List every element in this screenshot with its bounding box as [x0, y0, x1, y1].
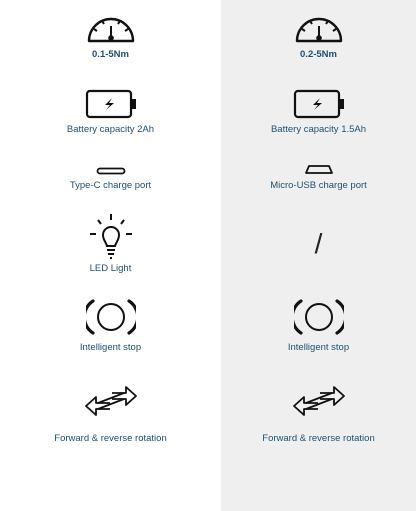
torque-label: 0.1-5Nm	[92, 49, 129, 60]
rotation-label: Forward & reverse rotation	[54, 433, 167, 444]
light-bulb-icon	[87, 213, 135, 261]
port-label: Micro-USB charge port	[270, 180, 367, 191]
light-label: LED Light	[89, 263, 132, 274]
rotation-feature	[0, 375, 221, 455]
stop-label: Intelligent stop	[79, 342, 142, 353]
not-available-slash: /	[314, 228, 323, 259]
port-label: Type-C charge port	[69, 180, 152, 191]
stop-label: Intelligent stop	[287, 342, 350, 353]
gauge-icon	[85, 12, 137, 44]
light-feature	[221, 210, 416, 280]
micro-usb-port-icon	[304, 164, 334, 175]
battery-feature	[0, 80, 221, 140]
torque-feature	[0, 0, 221, 70]
rotation-feature	[221, 375, 416, 455]
port-feature	[221, 160, 416, 200]
rotation-arrows-icon	[292, 380, 346, 422]
battery-icon	[85, 89, 137, 119]
battery-feature	[221, 80, 416, 140]
stop-feature	[221, 290, 416, 360]
rotation-label: Forward & reverse rotation	[262, 433, 375, 444]
battery-label: Battery capacity 1.5Ah	[270, 124, 367, 135]
stop-button-icon	[86, 297, 136, 337]
battery-icon	[293, 89, 345, 119]
battery-label: Battery capacity 2Ah	[66, 124, 155, 135]
torque-label: 0.2-5Nm	[300, 49, 337, 60]
rotation-arrows-icon	[84, 380, 138, 422]
right-product-column	[221, 0, 416, 511]
torque-feature	[221, 0, 416, 70]
light-feature	[0, 210, 221, 280]
stop-button-icon	[294, 297, 344, 337]
type-c-port-icon	[96, 167, 126, 175]
stop-feature	[0, 290, 221, 360]
port-feature	[0, 160, 221, 200]
gauge-icon	[293, 12, 345, 44]
